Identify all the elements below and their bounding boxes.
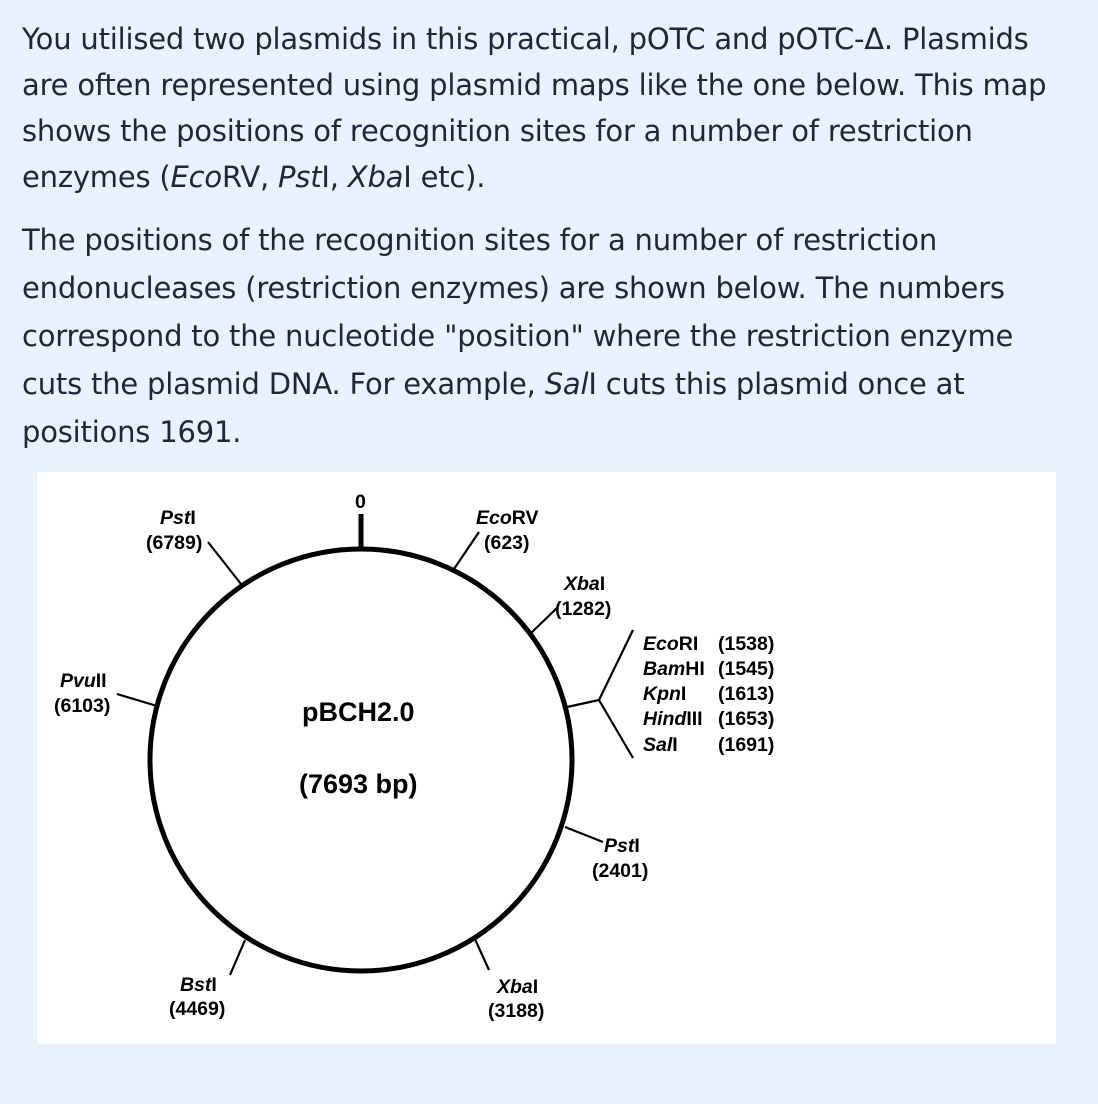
site-label-bsti-4469 — [169, 974, 225, 1020]
p2-run-1: Sal — [544, 367, 589, 401]
svg-text:HindIII: HindIII — [643, 708, 703, 730]
svg-text:SalI: SalI — [643, 734, 678, 756]
site-label-xbai-1282 — [555, 573, 611, 620]
site-label-psti-6789 — [146, 507, 202, 554]
p1-run-5: Xba — [347, 160, 404, 194]
svg-text:(1538): (1538) — [718, 633, 775, 655]
svg-text:(1653): (1653) — [718, 708, 775, 730]
svg-text:(3188): (3188) — [488, 1000, 545, 1022]
p1-run-3: Pst — [278, 160, 322, 194]
svg-text:XbaI: XbaI — [497, 976, 539, 998]
svg-text:KpnI: KpnI — [643, 683, 687, 705]
svg-text:(4469): (4469) — [169, 998, 226, 1020]
mcs-label-sali — [643, 734, 774, 756]
mcs-bracket — [567, 630, 633, 758]
site-line-psti-2401 — [565, 827, 603, 842]
svg-text:(1691): (1691) — [718, 734, 775, 756]
p1-run-2: RV, — [221, 160, 279, 194]
plasmid-size: (7693 bp) — [299, 769, 418, 799]
plasmid-map-panel — [37, 472, 1056, 1044]
mcs-label-hindiii — [643, 708, 774, 730]
svg-text:EcoRI: EcoRI — [643, 633, 699, 655]
plasmid-name: pBCH2.0 — [302, 697, 415, 727]
svg-text:PstI: PstI — [160, 507, 196, 529]
svg-text:(623): (623) — [484, 532, 530, 554]
site-label-pvuii-6103 — [54, 670, 110, 717]
p1-run-1: Eco — [170, 160, 222, 194]
mcs-label-bamhi — [643, 658, 774, 680]
svg-text:(1613): (1613) — [718, 683, 775, 705]
site-line-xbai-1282 — [530, 608, 557, 634]
p1-run-6: I etc). — [403, 160, 486, 194]
svg-text:(1545): (1545) — [718, 658, 775, 680]
mcs-label-ecori — [643, 633, 774, 655]
mcs-label-kpni — [643, 683, 774, 705]
site-line-xbai-3188 — [474, 937, 489, 970]
svg-text:PvuII: PvuII — [60, 670, 107, 692]
site-line-ecorv-623 — [454, 532, 479, 569]
svg-text:PstI: PstI — [604, 835, 640, 857]
p2-run-2: I cuts this plasmid once at positions 1691. — [22, 367, 974, 449]
site-line-bsti-4469 — [230, 940, 245, 975]
svg-text:XbaI: XbaI — [564, 573, 606, 595]
svg-text:(6789): (6789) — [146, 532, 203, 554]
p1-run-4: I, — [321, 160, 348, 194]
p2-run-0: The positions of the recognition sites for a number of restriction endonucleases (restriction enzymes) are shown below. The numbers correspond to the nucleotide "position" where the restriction enzyme cuts the plasmid DNA. For example, — [22, 223, 1023, 401]
svg-text:EcoRV: EcoRV — [476, 507, 539, 529]
svg-text:(6103): (6103) — [54, 695, 111, 717]
intro-paragraph-1 — [22, 16, 1082, 200]
origin-label: 0 — [355, 491, 366, 513]
site-label-ecorv-623 — [476, 507, 539, 554]
site-label-xbai-3188 — [488, 976, 544, 1022]
plasmid-map — [37, 472, 1056, 1044]
svg-text:(2401): (2401) — [592, 860, 649, 882]
p1-run-0: You utilised two plasmids in this practical, pOTC and pOTC-Δ. Plasmids are often represented using plasmid maps like the one below. This map shows the positions of recognition sites for a number of restriction enzymes ( — [22, 22, 1056, 194]
site-line-pvuii-6103 — [117, 694, 157, 706]
plasmid-circle — [150, 549, 572, 971]
svg-text:(1282): (1282) — [555, 598, 612, 620]
intro-paragraph-2 — [22, 216, 1082, 456]
svg-text:BamHI: BamHI — [643, 658, 705, 680]
site-line-psti-6789 — [208, 542, 241, 584]
svg-text:BstI: BstI — [180, 974, 217, 996]
